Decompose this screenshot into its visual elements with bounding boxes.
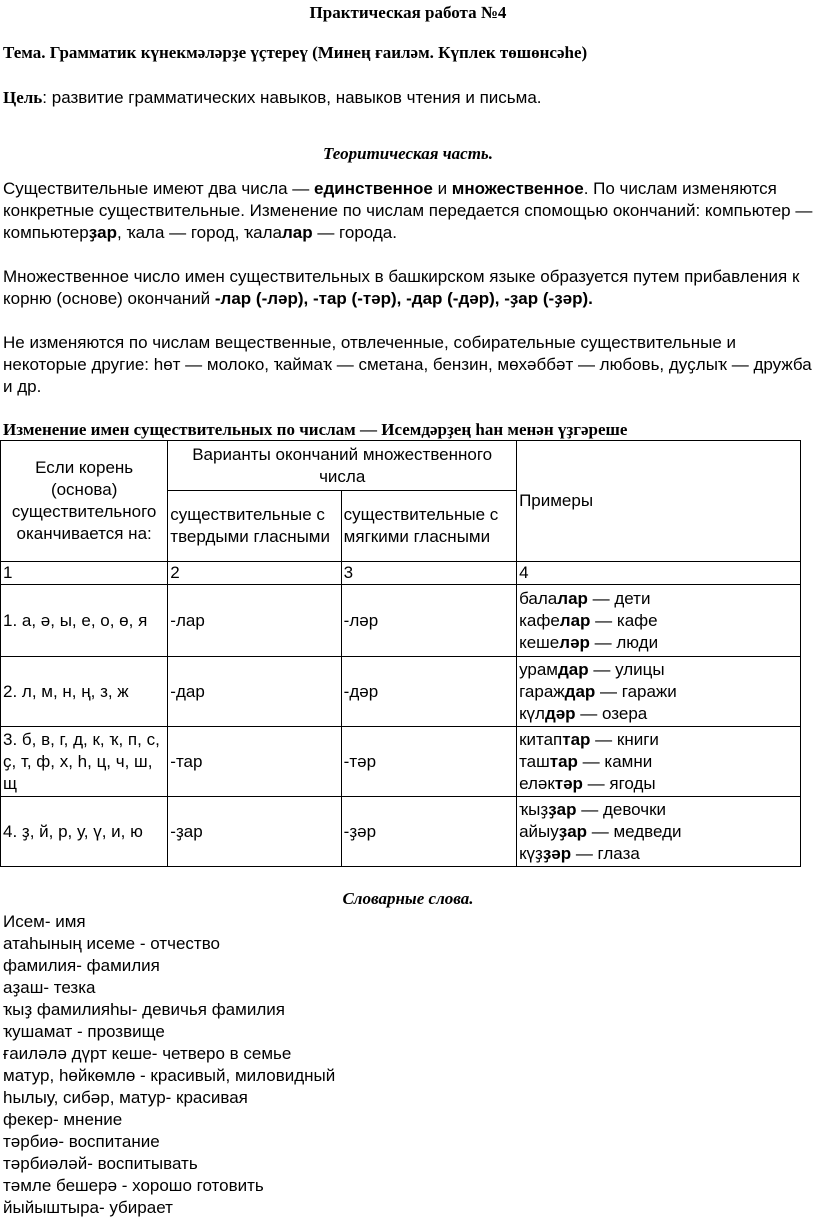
example-translation: — медведи	[587, 821, 682, 841]
header-hard-vowels: существительные с твердыми гласными	[168, 491, 341, 562]
example	[519, 821, 798, 843]
vocab-item: тәмле бешерә - хорошо готовить	[3, 1176, 264, 1195]
p2-text: Множественное число имен существительных в башкирском языке образуется путем прибавления к корню (основе) окончаний	[3, 267, 800, 308]
example-stem: еләк	[519, 773, 555, 793]
example-stem: урам	[519, 659, 558, 679]
soft-ending: -ләр	[341, 585, 516, 657]
example-ending: дәр	[544, 703, 576, 723]
vocab-list	[3, 911, 335, 1219]
example-ending: ҙар	[558, 821, 588, 841]
example-ending: дар	[564, 681, 596, 701]
table-heading: Изменение имен существительных по числам — Исемдәрҙең һан менән үҙгәреше	[3, 420, 628, 439]
p1-text-1: Существительные имеют два числа —	[3, 179, 315, 198]
example	[519, 632, 798, 654]
example-translation: — ягоды	[582, 773, 656, 793]
example-ending: лар	[559, 610, 591, 630]
example-stem: ҡыҙ	[519, 799, 549, 819]
example-ending: ҙәр	[542, 843, 572, 863]
plural-endings-table	[0, 440, 801, 867]
example	[519, 659, 798, 681]
example-translation: — глаза	[571, 843, 640, 863]
example-translation: — дети	[587, 588, 651, 608]
goal-text: : развитие грамматических навыков, навыков чтения и письма.	[42, 88, 542, 107]
table-row	[1, 657, 801, 727]
example	[519, 681, 798, 703]
example	[519, 751, 798, 773]
col-number: 4	[517, 562, 801, 585]
example-stem: күҙ	[519, 843, 543, 863]
example	[519, 773, 798, 795]
example	[519, 610, 798, 632]
lesson-goal	[3, 88, 542, 108]
example-ending: лар	[557, 588, 588, 608]
p1-bold-ending-1: ҙар	[88, 223, 118, 242]
example-stem: таш	[519, 751, 550, 771]
examples-cell	[517, 727, 801, 797]
col-number: 3	[341, 562, 516, 585]
table-row-numbers	[1, 562, 801, 585]
vocab-item: аҙаш- тезка	[3, 978, 96, 997]
lesson-theme: Тема. Грамматик күнекмәләрҙе үҫтереү (Минең ғаиләм. Күплек төшөнсәһе)	[3, 43, 588, 62]
example	[519, 843, 798, 865]
example-translation: — девочки	[576, 799, 667, 819]
example-stem: бала	[519, 588, 558, 608]
header-root: Если корень (основа) существительного оканчивается на:	[1, 441, 168, 562]
root-letters: 2. л, м, н, ң, з, ж	[1, 657, 168, 727]
vocab-item: ҡушамат - прозвище	[3, 1022, 165, 1041]
paragraph-numbers	[3, 178, 815, 244]
header-variants: Варианты окончаний множественного числа	[168, 441, 517, 491]
example-stem: кеше	[519, 632, 560, 652]
p1-bold-plural: множественное	[451, 179, 584, 198]
theory-heading: Теоритическая часть.	[323, 144, 493, 163]
p2-bold-endings: -лар (-ләр), -тар (-тәр), -дар (-дәр), -ҙар (-ҙәр).	[214, 289, 593, 308]
example-stem: кафе	[519, 610, 560, 630]
page-title: Практическая работа №4	[309, 3, 507, 22]
example-ending: тар	[562, 729, 591, 749]
example-translation: — книги	[590, 729, 659, 749]
p1-text-4: , ҡала — город, ҡала	[117, 223, 282, 242]
p1-text-3: . По числам изменяются конкретные существительные. Изменение по числам передается спомощью окончаний: компьютер — компьютер	[3, 179, 813, 242]
example-ending: тар	[549, 751, 578, 771]
hard-ending: -дар	[168, 657, 341, 727]
examples-cell	[517, 797, 801, 867]
root-letters: 4. ҙ, й, р, у, ү, и, ю	[1, 797, 168, 867]
example	[519, 799, 798, 821]
p1-bold-ending-2: лар	[281, 223, 313, 242]
vocab-item: фекер- мнение	[3, 1110, 123, 1129]
paragraph-plural-formation	[3, 266, 815, 310]
vocab-item: йыйыштыра- убирает	[3, 1198, 173, 1217]
examples-cell	[517, 585, 801, 657]
soft-ending: -тәр	[341, 727, 516, 797]
example-translation: — люди	[589, 632, 659, 652]
vocab-item: тәрбиәләй- воспитывать	[3, 1154, 198, 1173]
paragraph-exceptions: Не изменяются по числам вещественные, отвлеченные, собирательные существительные и некоторые другие: һөт — молоко, ҡаймаҡ — сметана, бензин, мөхәббәт — любовь, дуҫлыҡ — дружба и др.	[3, 333, 812, 396]
example-translation: — озера	[575, 703, 648, 723]
example-translation: — камни	[577, 751, 653, 771]
example	[519, 703, 798, 725]
hard-ending: -ҙар	[168, 797, 341, 867]
soft-ending: -дәр	[341, 657, 516, 727]
soft-ending: -ҙәр	[341, 797, 516, 867]
example-ending: тәр	[554, 773, 583, 793]
vocab-item: ғаиләлә дүрт кеше- четверо в семье	[3, 1044, 292, 1063]
p1-text-5: — города.	[312, 223, 397, 242]
p1-text-2: и	[432, 179, 452, 198]
vocab-item: һылыу, сибәр, матур- красивая	[3, 1088, 248, 1107]
vocab-item: тәрбиә- воспитание	[3, 1132, 160, 1151]
hard-ending: -тар	[168, 727, 341, 797]
vocab-item: фамилия- фамилия	[3, 956, 160, 975]
example-stem: күл	[519, 703, 545, 723]
example-translation: — улицы	[588, 659, 665, 679]
table-row	[1, 585, 801, 657]
table-row	[1, 797, 801, 867]
root-letters: 3. б, в, г, д, к, ҡ, п, с, ҫ, т, ф, х, һ, ц, ч, ш, щ	[1, 727, 168, 797]
example-stem: айыу	[519, 821, 559, 841]
vocab-item: ҡыҙ фамилияһы- девичья фамилия	[3, 1000, 285, 1019]
example-stem: китап	[519, 729, 563, 749]
header-soft-vowels: существительные с мягкими гласными	[341, 491, 516, 562]
p1-bold-singular: единственное	[314, 179, 433, 198]
example-ending: ләр	[559, 632, 590, 652]
col-number: 1	[1, 562, 168, 585]
example-translation: — гаражи	[595, 681, 677, 701]
header-examples: Примеры	[517, 441, 801, 562]
vocab-item: атаһының исеме - отчество	[3, 934, 220, 953]
examples-cell	[517, 657, 801, 727]
example-stem: гараж	[519, 681, 565, 701]
goal-label: Цель	[3, 88, 43, 107]
example-translation: — кафе	[590, 610, 658, 630]
vocab-heading: Словарные слова.	[342, 889, 474, 908]
col-number: 2	[168, 562, 341, 585]
example	[519, 588, 798, 610]
vocab-item: Исем- имя	[3, 912, 86, 931]
table-row	[1, 727, 801, 797]
example	[519, 729, 798, 751]
root-letters: 1. а, ә, ы, е, о, ө, я	[1, 585, 168, 657]
example-ending: ҙар	[548, 799, 577, 819]
example-ending: дар	[557, 659, 589, 679]
vocab-item: матур, һөйкөмлө - красивый, миловидный	[3, 1066, 336, 1085]
hard-ending: -лар	[168, 585, 341, 657]
